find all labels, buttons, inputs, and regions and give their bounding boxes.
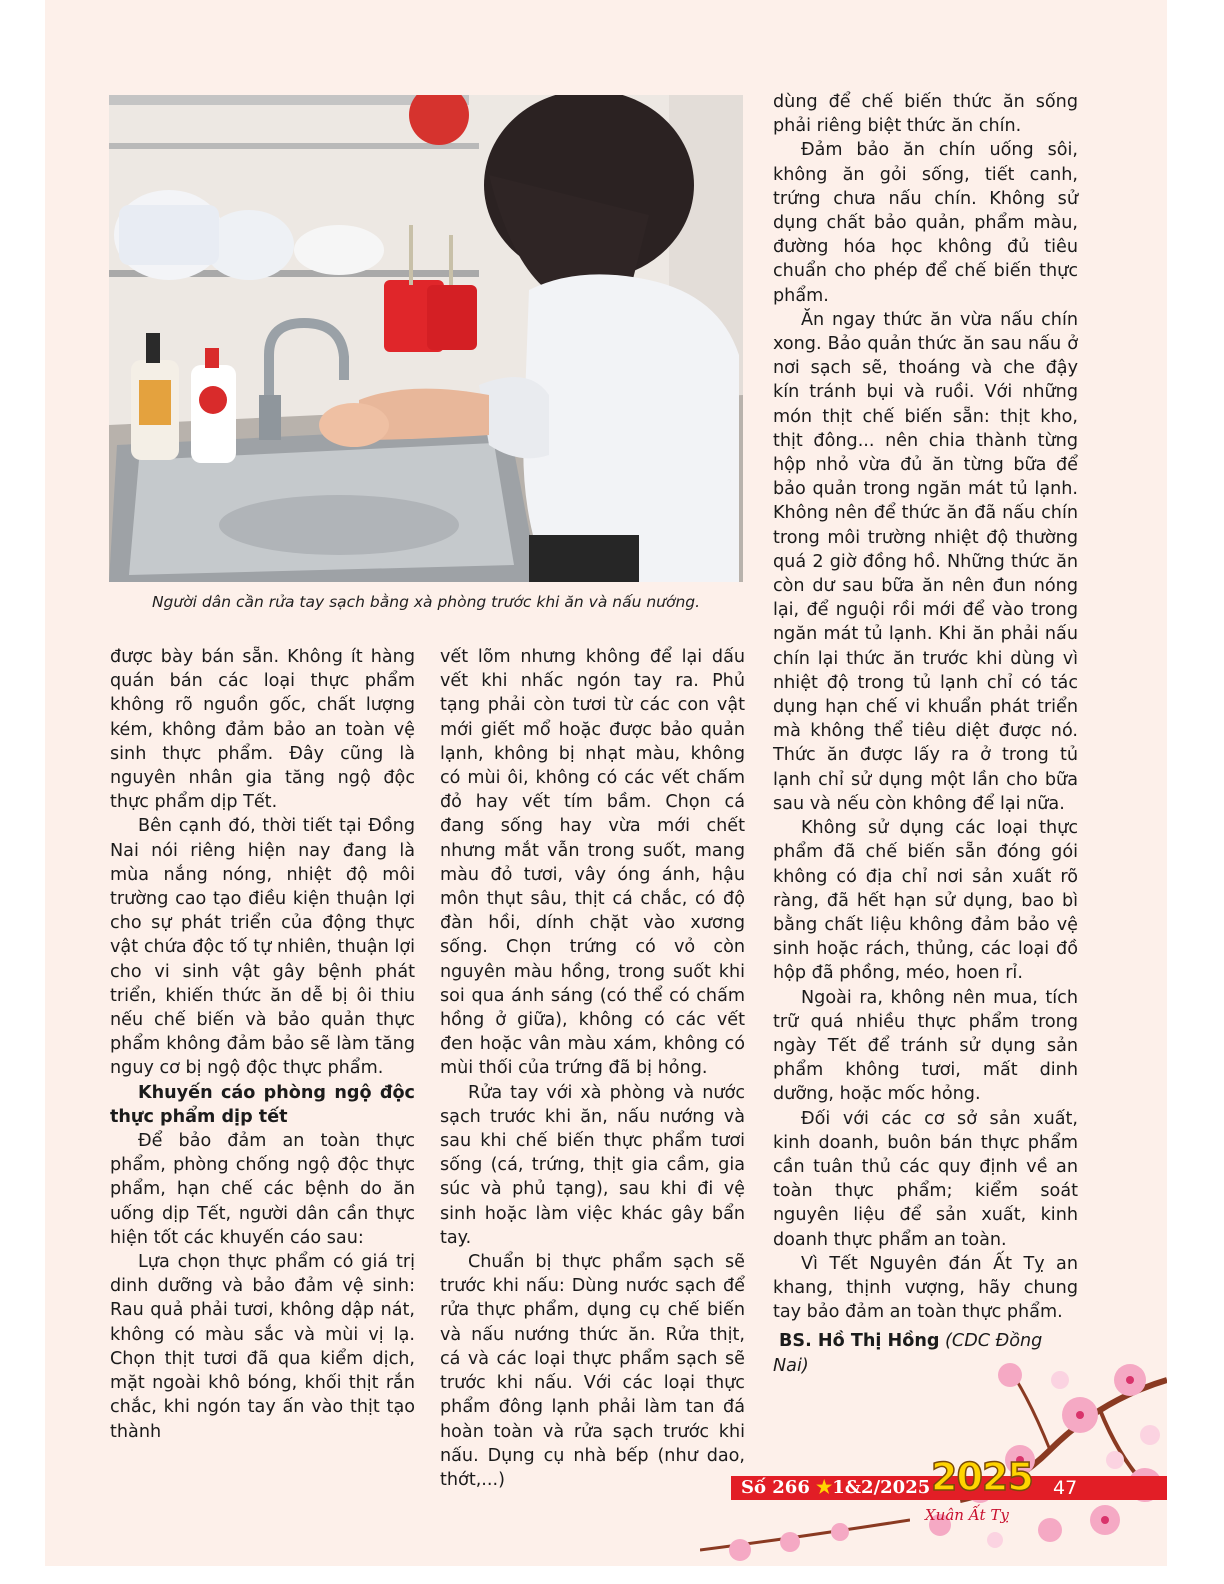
- article-column-1: [110, 645, 415, 1444]
- issue-date: 1&2/2025: [832, 1477, 931, 1498]
- paragraph: Lựa chọn thực phẩm có giá trị dinh dưỡng và bảo đảm vệ sinh: Rau quả phải tươi, không dập nát, không có màu sắc và mùi vị lạ. Chọn thịt tươi đã qua kiểm dịch, mặt ngoài khô bóng, khối thịt rắn chắc, khi ngón tay ấn vào thịt tạo thành: [110, 1252, 415, 1442]
- paragraph: Chuẩn bị thực phẩm sạch sẽ trước khi nấu: Dùng nước sạch để rửa thực phẩm, dụng cụ chế biến và nấu nướng thức ăn. Rửa thịt, cá và các loại thực phẩm sạch sẽ trước khi nấu. Với các loại thực phẩm đông lạnh phải làm tan đá hoàn toàn và rửa sạch trước khi nấu. Dụng cụ nhà bếp (như dao, thớt,...): [440, 1252, 745, 1490]
- paragraph: Đối với các cơ sở sản xuất, kinh doanh, buôn bán thực phẩm cần tuân thủ các quy định về an toàn thực phẩm; kiểm soát nguyên liệu để sản xuất, kinh doanh thực phẩm an toàn.: [773, 1108, 1078, 1250]
- article-column-2: [440, 645, 745, 1492]
- star-icon: ★: [816, 1477, 833, 1498]
- page-footer: [731, 1455, 1167, 1500]
- paragraph: được bày bán sẵn. Không ít hàng quán bán các loại thực phẩm không rõ nguồn gốc, chất lượng kém, không đảm bảo an toàn vệ sinh thực phẩm. Đây cũng là nguyên nhân gia tăng ngộ độc thực phẩm dịp Tết.: [110, 647, 415, 813]
- photo-caption: Người dân cần rửa tay sạch bằng xà phòng trước khi ăn và nấu nướng.: [151, 593, 701, 611]
- issue-number: Số 266: [741, 1477, 810, 1498]
- paragraph: Ngoài ra, không nên mua, tích trữ quá nhiều thực phẩm trong ngày Tết để tránh sử dụng sản phẩm không tươi, mất dinh dưỡng, hoặc mốc hỏng.: [773, 987, 1078, 1105]
- paragraph: Không sử dụng các loại thực phẩm đã chế biến sẵn đóng gói không có địa chỉ nơi sản xuất rõ ràng, đã hết hạn sử dụng, bao bì bằng chất liệu không đảm bảo vệ sinh hoặc rách, thủng, các loại đồ hộp đã phồng, méo, hoen rỉ.: [773, 818, 1078, 984]
- paragraph: Ăn ngay thức ăn vừa nấu chín xong. Bảo quản thức ăn sau nấu ở nơi sạch sẽ, thoáng và che đậy kín tránh bụi và ruồi. Với những món thịt chế biến sẵn: thịt kho, thịt đông... nên chia thành từng hộp nhỏ vừa đủ ăn từng bữa để bảo quản trong ngăn mát tủ lạnh. Không nên để thức ăn đã nấu chín trong môi trường nhiệt độ thường quá 2 giờ đồng hồ. Những thức ăn còn dư sau bữa ăn nên đun nóng lại, để nguội rồi mới để vào trong ngăn mát tủ lạnh. Khi ăn phải nấu chín lại thức ăn trước khi dùng vì nhiệt độ trong tủ lạnh chỉ có tác dụng hạn chế vi khuẩn phát triển mà không thể tiêu diệt được nó. Thức ăn được lấy ra ở trong tủ lạnh chỉ sử dụng một lần cho bữa sau và nếu còn không để lại nữa.: [773, 309, 1078, 814]
- paragraph: Bên cạnh đó, thời tiết tại Đồng Nai nói riêng hiện nay đang là mùa nắng nóng, nhiệt độ môi trường cao tạo điều kiện thuận lợi cho sự phát triển của động thực vật chứa độc tố tự nhiên, thuận lợi cho vi sinh vật gây bệnh phát triển, khiến thức ăn dễ bị ôi thiu nếu chế biến và bảo quản thực phẩm không đảm bảo sẽ làm tăng nguy cơ bị ngộ độc thực phẩm.: [110, 816, 415, 1079]
- cherry-blossom-decoration: [900, 1340, 1167, 1566]
- paragraph: vết lõm nhưng không để lại dấu vết khi nhấc ngón tay ra. Phủ tạng phải còn tươi từ các con vật mới giết mổ hoặc được bảo quản lạnh, không bị nhạt màu, không có mùi ôi, không có các vết chấm đỏ hay vết tím bầm. Chọn cá đang sống hay vừa mới chết nhưng mắt vẫn trong suốt, mang màu đỏ tươi, vây óng ánh, hậu môn thụt sâu, thịt cá chắc, có độ đàn hồi, dính chặt vào xương sống. Chọn trứng có vỏ còn nguyên màu hồng, trong suốt khi soi qua ánh sáng (có thể có chấm hồng ở giữa), không có các vết đen hoặc vân màu xám, không có mùi thối của trứng đã bị hỏng.: [440, 647, 745, 1079]
- paragraph: Để bảo đảm an toàn thực phẩm, phòng chống ngộ độc thực phẩm, hạn chế các bệnh do ăn uống dịp Tết, người dân cần thực hiện tốt các khuyến cáo sau:: [110, 1131, 415, 1248]
- edition-subtitle: Xuân Ất Tỵ: [925, 1506, 1009, 1524]
- paragraph: Vì Tết Nguyên đán Ất Tỵ an khang, thịnh vượng, hãy chung tay bảo đảm an toàn thực phẩm.: [773, 1253, 1078, 1323]
- cherry-blossom-decoration-small: [700, 1510, 910, 1566]
- paragraph: Đảm bảo ăn chín uống sôi, không ăn gỏi sống, tiết canh, trứng chưa nấu chín. Không sử dụng chất bảo quản, phẩm màu, đường hóa học không đủ tiêu chuẩn cho phép để chế biến thực phẩm.: [773, 140, 1078, 306]
- article-column-3: [773, 90, 1078, 1378]
- article-photo: [109, 95, 743, 582]
- section-heading: Khuyến cáo phòng ngộ độc thực phẩm dịp tết: [110, 1082, 415, 1127]
- year-logo: 2025: [931, 1455, 1033, 1499]
- paragraph: Rửa tay với xà phòng và nước sạch trước khi ăn, nấu nướng và sau khi chế biến thực phẩm tươi sống (cá, trứng, thịt gia cầm, gia súc và phủ tạng), sau khi đi vệ sinh hoặc làm việc khác gây bẩn tay.: [440, 1082, 745, 1248]
- author-organization: (CDC Đồng Nai): [773, 1331, 1043, 1376]
- author-name: BS. Hồ Thị Hồng: [779, 1331, 940, 1352]
- issue-info: [741, 1476, 930, 1500]
- page-number: 47: [1053, 1477, 1078, 1499]
- paragraph: dùng để chế biến thức ăn sống phải riêng biệt thức ăn chín.: [773, 92, 1078, 137]
- handwashing-illustration: [109, 95, 743, 582]
